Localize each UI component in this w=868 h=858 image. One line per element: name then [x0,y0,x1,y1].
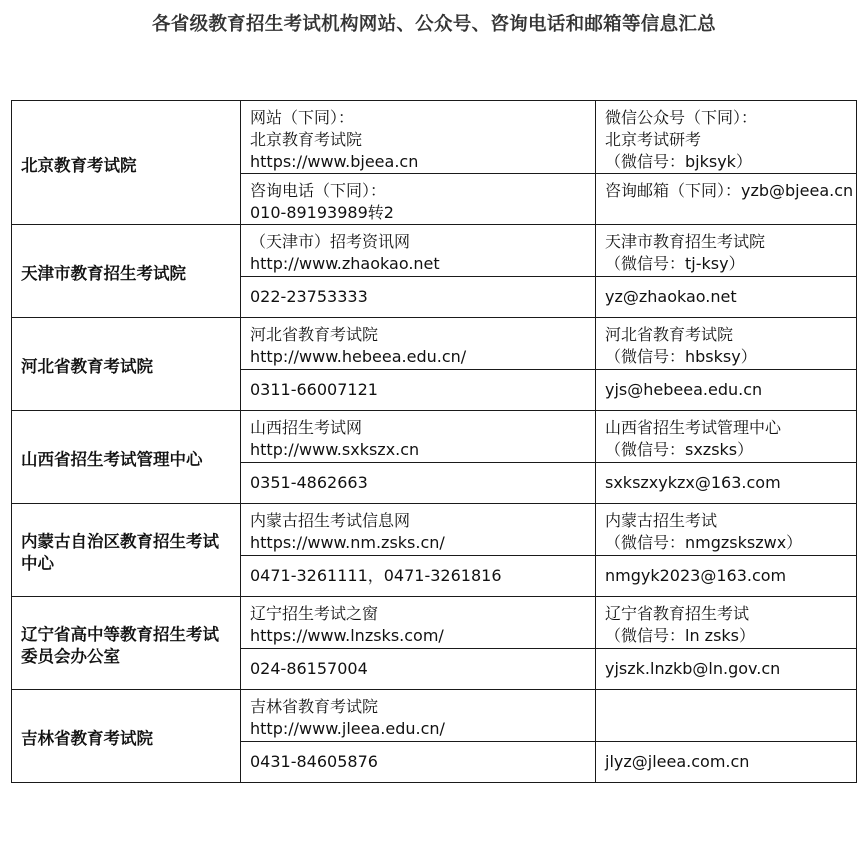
email-text[interactable]: nmgyk2023@163.com [605,566,787,585]
rows.5.site-line[interactable]: https://www.lnzsks.com/ [250,626,444,645]
rows.1.site-line: （天津市）招考资讯网 [250,232,411,251]
rows.1.phone-line: 022-23753333 [250,287,368,306]
wechat-cell [596,101,857,174]
table-row [12,411,857,463]
rows.4.site-line: 内蒙古招生考试信息网 [250,511,411,530]
rows.0.wechat-line: （微信号：bjksyk） [605,152,752,171]
rows.2.wechat-line: （微信号：hbsksy） [605,347,757,366]
phone-cell [241,556,596,597]
wechat-cell [596,225,857,277]
rows.2.site-line[interactable]: http://www.hebeea.edu.cn/ [250,347,467,366]
table-body [12,101,857,783]
rows.2.wechat-line: 河北省教育考试院 [605,325,734,344]
email-cell [596,742,857,783]
table-row [12,504,857,556]
rows.0.site-line[interactable]: https://www.bjeea.cn [250,152,419,171]
rows.3.wechat-line: 山西省招生考试管理中心 [605,418,782,437]
website-cell [241,101,596,174]
email-text[interactable]: yz@zhaokao.net [605,287,737,306]
email-cell [596,649,857,690]
table-row [12,690,857,742]
institution-name: 内蒙古自治区教育招生考试中心 [12,504,241,597]
phone-cell [241,277,596,318]
rows.0.site-line: 北京教育考试院 [250,130,363,149]
rows.4.wechat-line: 内蒙古招生考试 [605,511,718,530]
rows.3.phone-line: 0351-4862663 [250,473,368,492]
phone-cell [241,742,596,783]
website-cell [241,225,596,277]
rows.0.wechat-line: 微信公众号（下同）： [605,108,758,127]
wechat-cell [596,411,857,463]
email-cell [596,556,857,597]
email-cell [596,174,857,225]
rows.3.site-line: 山西招生考试网 [250,418,363,437]
rows.4.wechat-line: （微信号：nmgzskszwx） [605,533,803,552]
wechat-cell [596,504,857,556]
website-cell [241,318,596,370]
phone-cell [241,370,596,411]
institution-name: 北京教育考试院 [12,101,241,225]
rows.4.site-line[interactable]: https://www.nm.zsks.cn/ [250,533,445,552]
email-text[interactable]: sxkszxykzx@163.com [605,473,781,492]
email-text[interactable]: yjs@hebeea.edu.cn [605,380,763,399]
phone-cell [241,463,596,504]
wechat-cell [596,690,857,742]
rows.5.wechat-line: （微信号：ln zsks） [605,626,756,645]
rows.6.phone-line: 0431-84605876 [250,752,378,771]
table-row [12,318,857,370]
rows.0.phone-line: 010-89193989转2 [250,203,394,222]
phone-cell [241,174,596,225]
email-cell [596,370,857,411]
info-table [11,100,857,783]
email-cell [596,277,857,318]
rows.3.wechat-line: （微信号：sxzsks） [605,440,754,459]
rows.1.site-line[interactable]: http://www.zhaokao.net [250,254,440,273]
website-cell [241,504,596,556]
rows.5.site-line: 辽宁招生考试之窗 [250,604,379,623]
rows.1.wechat-line: （微信号：tj-ksy） [605,254,745,273]
website-cell [241,597,596,649]
wechat-cell [596,318,857,370]
rows.6.site-line[interactable]: http://www.jleea.edu.cn/ [250,719,445,738]
rows.6.site-line: 吉林省教育考试院 [250,697,379,716]
rows.3.site-line[interactable]: http://www.sxkszx.cn [250,440,420,459]
rows.4.phone-line: 0471-3261111，0471-3261816 [250,566,502,585]
institution-name: 山西省招生考试管理中心 [12,411,241,504]
rows.2.phone-line: 0311-66007121 [250,380,378,399]
institution-name: 辽宁省高中等教育招生考试委员会办公室 [12,597,241,690]
email-text[interactable]: 咨询邮箱（下同）：yzb@bjeea.cn [605,181,854,200]
rows.5.phone-line: 024-86157004 [250,659,368,678]
rows.5.wechat-line: 辽宁省教育招生考试 [605,604,750,623]
email-text[interactable]: jlyz@jleea.com.cn [605,752,750,771]
website-cell [241,690,596,742]
table-row [12,101,857,174]
website-cell [241,411,596,463]
table-row [12,597,857,649]
rows.1.wechat-line: 天津市教育招生考试院 [605,232,766,251]
rows.0.phone-line: 咨询电话（下同）： [250,181,387,200]
rows.0.wechat-line: 北京考试研考 [605,130,702,149]
table-row [12,225,857,277]
rows.0.site-line: 网站（下同）： [250,108,355,127]
email-cell [596,463,857,504]
wechat-cell [596,597,857,649]
institution-name: 吉林省教育考试院 [12,690,241,783]
phone-cell [241,649,596,690]
email-text[interactable]: yjszk.lnzkb@ln.gov.cn [605,659,781,678]
page-title: 各省级教育招生考试机构网站、公众号、咨询电话和邮箱等信息汇总 [151,14,716,35]
institution-name: 河北省教育考试院 [12,318,241,411]
institution-name: 天津市教育招生考试院 [12,225,241,318]
rows.2.site-line: 河北省教育考试院 [250,325,379,344]
